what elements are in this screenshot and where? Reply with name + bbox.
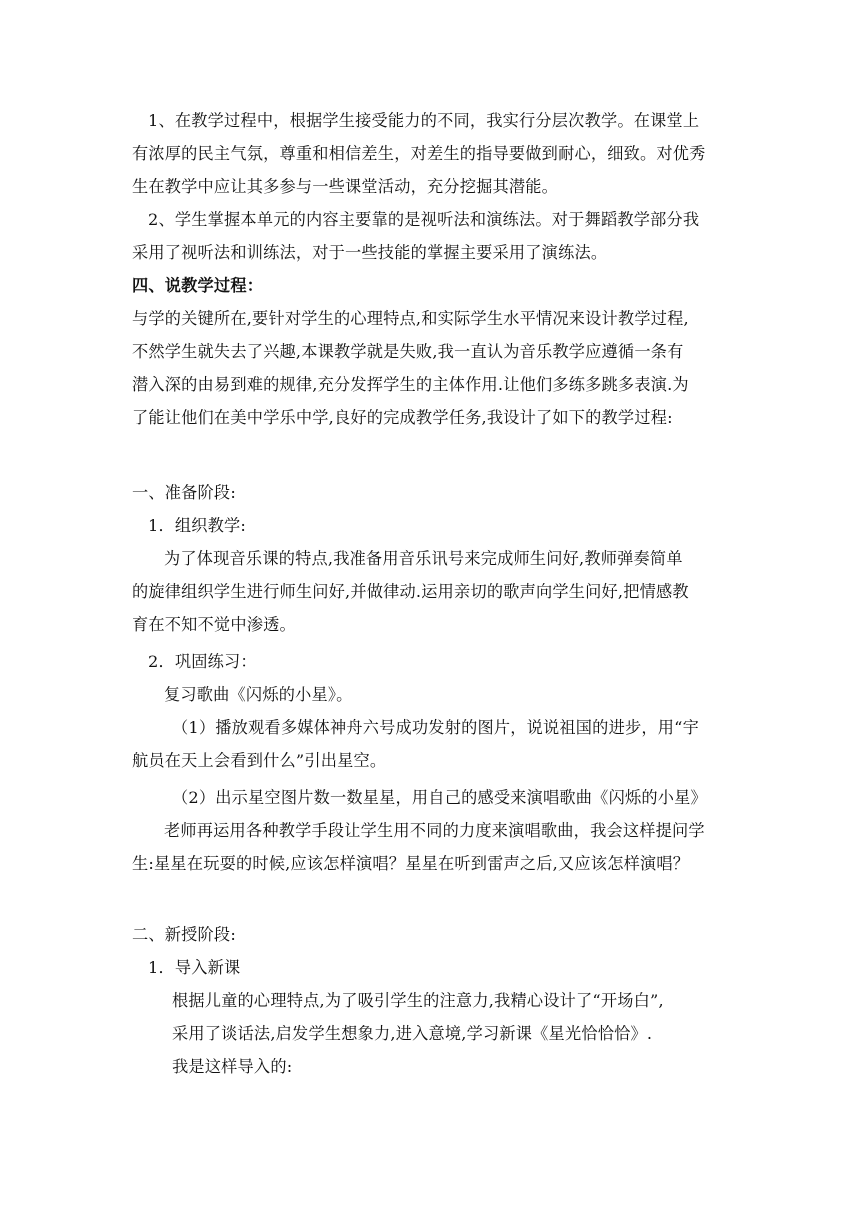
paragraph-line: 生:星星在玩耍的时候,应该怎样演唱？星星在听到雷声之后,又应该怎样演唱？: [132, 854, 690, 873]
paragraph-line: （1）播放观看多媒体神舟六号成功发射的图片，说说祖国的进步，用“宇: [172, 718, 699, 737]
stage-heading: 二、新授阶段:: [132, 925, 236, 944]
stage-heading: 一、准备阶段:: [132, 483, 236, 502]
paragraph-line: 了能让他们在美中学乐中学,良好的完成教学任务,我设计了如下的教学过程:: [132, 408, 673, 427]
list-item: 1．导入新课: [148, 958, 241, 977]
paragraph-line: 潜入深的由易到难的规律,充分发挥学生的主体作用.让他们多练多跳多表演.为: [132, 375, 689, 394]
list-item: 2．巩固练习：: [148, 652, 257, 671]
paragraph-line: 采用了谈话法,启发学生想象力,进入意境,学习新课《星光恰恰恰》.: [172, 1024, 653, 1043]
paragraph-line: 的旋律组织学生进行师生问好,并做律动.运用亲切的歌声向学生问好,把情感教: [132, 582, 689, 601]
paragraph-line: 1、在教学过程中，根据学生接受能力的不同，我实行分层次教学。在课堂上: [148, 111, 700, 130]
paragraph-line: 采用了视听法和训练法，对于一些技能的掌握主要采用了演练法。: [132, 243, 608, 262]
list-item: 1．组织教学:: [148, 516, 247, 535]
paragraph-line: 航员在天上会看到什么”引出星空。: [132, 751, 387, 770]
section-heading: 四、说教学过程：: [132, 276, 264, 295]
paragraph-line: 为了体现音乐课的特点,我准备用音乐讯号来完成师生问好,教师弹奏简单: [164, 549, 683, 568]
paragraph-line: （2）出示星空图片数一数星星，用自己的感受来演唱歌曲《闪烁的小星》: [172, 788, 707, 807]
paragraph-line: 育在不知不觉中渗透。: [132, 615, 296, 634]
paragraph-line: 与学的关键所在,要针对学生的心理特点,和实际学生水平情况来设计教学过程,: [132, 309, 689, 328]
paragraph-line: 不然学生就失去了兴趣,本课教学就是失败,我一直认为音乐教学应遵循一条有: [132, 342, 684, 361]
paragraph-line: 生在教学中应让其多参与一些课堂活动，充分挖掘其潜能。: [132, 177, 559, 196]
paragraph-line: 有浓厚的民主气氛，尊重和相信差生，对差生的指导要做到耐心，细致。对优秀: [132, 144, 706, 163]
paragraph-line: 复习歌曲《闪烁的小星》。: [164, 685, 353, 704]
paragraph-line: 2、学生掌握本单元的内容主要靠的是视听法和演练法。对于舞蹈教学部分我: [148, 210, 700, 229]
paragraph-line: 老师再运用各种教学手段让学生用不同的力度来演唱歌曲，我会这样提问学: [164, 821, 705, 840]
paragraph-line: 根据儿童的心理特点,为了吸引学生的注意力,我精心设计了“开场白”,: [172, 991, 664, 1010]
paragraph-line: 我是这样导入的:: [172, 1057, 293, 1076]
